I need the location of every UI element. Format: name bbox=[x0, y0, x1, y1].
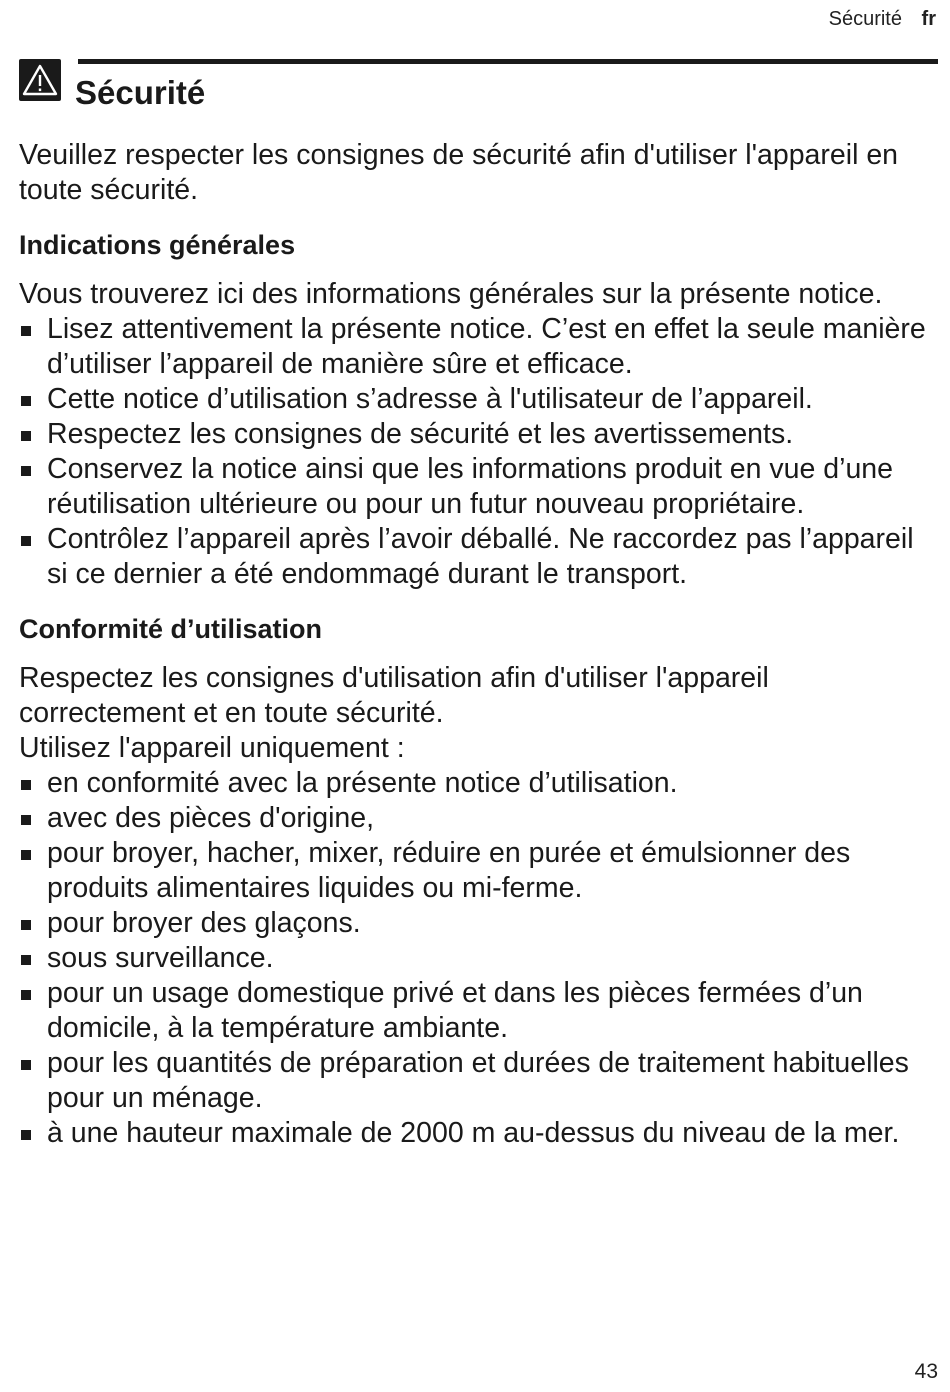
list-item: Respectez les consignes de sécurité et les avertissements. bbox=[19, 417, 937, 452]
top-rule bbox=[78, 59, 938, 64]
conformity-list bbox=[19, 766, 937, 1151]
general-heading: Indications générales bbox=[19, 230, 296, 260]
conformity-heading: Conformité d’utilisation bbox=[19, 614, 322, 644]
list-item: pour broyer, hacher, mixer, réduire en purée et émulsionner des produits alimentaires liquides ou mi-ferme. bbox=[19, 836, 937, 906]
list-item: Lisez attentivement la présente notice. C’est en effet la seule manière d’utiliser l’appareil de manière sûre et efficace. bbox=[19, 312, 937, 382]
header-language-label: fr bbox=[921, 8, 936, 30]
list-item: en conformité avec la présente notice d’utilisation. bbox=[19, 766, 937, 801]
list-item: Conservez la notice ainsi que les informations produit en vue d’une réutilisation ultérieure ou pour un futur nouveau propriétaire. bbox=[19, 452, 937, 522]
list-item: avec des pièces d'origine, bbox=[19, 801, 937, 836]
main-content bbox=[19, 138, 937, 1151]
general-list bbox=[19, 312, 937, 592]
warning-triangle-icon bbox=[19, 59, 61, 101]
page-title: Sécurité bbox=[75, 74, 206, 111]
list-item: pour un usage domestique privé et dans les pièces fermées d’un domicile, à la température ambiante. bbox=[19, 976, 937, 1046]
list-item: pour broyer des glaçons. bbox=[19, 906, 937, 941]
header-section-label: Sécurité bbox=[828, 8, 902, 30]
list-item: sous surveillance. bbox=[19, 941, 937, 976]
conformity-lead: Respectez les consignes d'utilisation afin d'utiliser l'appareil correctement et en toute sécurité. bbox=[19, 662, 769, 729]
running-header bbox=[829, 8, 936, 31]
intro-paragraph: Veuillez respecter les consignes de sécurité afin d'utiliser l'appareil en toute sécurité. bbox=[19, 139, 899, 206]
conformity-lead-2: Utilisez l'appareil uniquement : bbox=[19, 732, 405, 764]
general-lead: Vous trouverez ici des informations générales sur la présente notice. bbox=[19, 278, 883, 310]
list-item: Cette notice d’utilisation s’adresse à l'utilisateur de l’appareil. bbox=[19, 382, 937, 417]
list-item: pour les quantités de préparation et durées de traitement habituelles pour un ménage. bbox=[19, 1046, 937, 1116]
list-item: Contrôlez l’appareil après l’avoir déballé. Ne raccordez pas l’appareil si ce dernier a été endommagé durant le transport. bbox=[19, 522, 937, 592]
list-item: à une hauteur maximale de 2000 m au-dessus du niveau de la mer. bbox=[19, 1116, 937, 1151]
page-number: 43 bbox=[914, 1360, 938, 1383]
